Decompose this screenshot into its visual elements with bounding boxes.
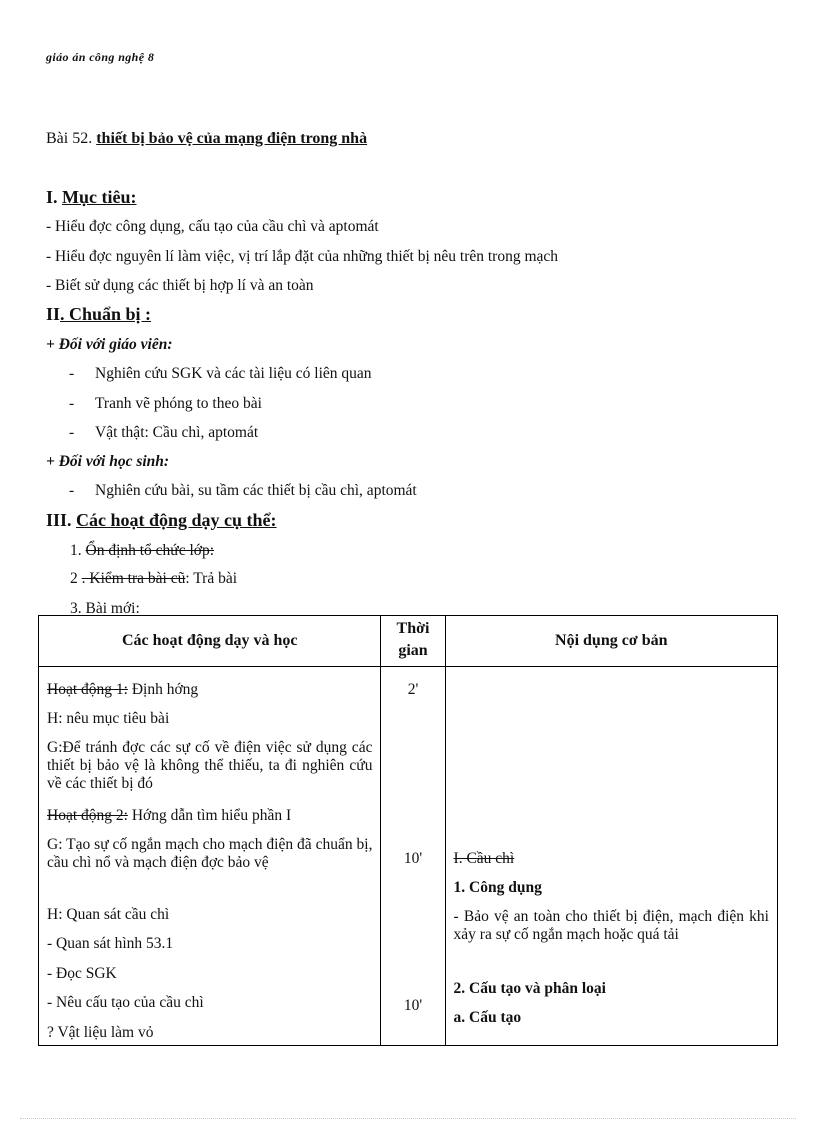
content-subheading: a. Cấu tạo	[453, 1009, 522, 1026]
header-content: Nội dụng cơ bản	[445, 616, 777, 667]
section-2-numeral: II	[46, 304, 61, 324]
activity-line: G: Tạo sự cố ngắn mạch cho mạch điện đã chuẩn bị, cầu chì nổ và mạch điện đợc bảo vệ	[47, 836, 373, 871]
page-header: giáo án công nghệ 8	[46, 50, 155, 64]
section-3-title: Các hoạt động dạy cụ thể:	[76, 510, 277, 530]
section-3-numeral: III.	[46, 510, 77, 530]
header-activities: Các hoạt động dạy và học	[39, 616, 381, 667]
activity-line: H: Quan sát cầu chì	[47, 906, 170, 923]
time-value: 2'	[407, 681, 419, 698]
table-row	[39, 667, 778, 1046]
activity-line: - Đọc SGK	[47, 965, 117, 982]
content-text: - Bảo vệ an toàn cho thiết bị điện, mạch điện khi xảy ra sự cố ngắn mạch hoặc quá tải	[453, 908, 769, 943]
activity-1: Hoạt động 1: Định hớng	[47, 681, 199, 698]
step-3: 3. Bài mới:	[70, 600, 140, 617]
lesson-name: thiết bị bảo vệ của mạng điện trong nhà	[96, 130, 368, 147]
objective-item: - Hiểu đợc nguyên lí làm việc, vị trí lắp đặt của những thiết bị nêu trên trong mạch	[46, 248, 559, 265]
objective-item: - Biết sử dụng các thiết bị hợp lí và an toàn	[46, 277, 314, 294]
student-item: - Nghiên cứu bài, su tầm các thiết bị cầu chì, aptomát	[69, 482, 417, 499]
content-heading: I. Cầu chì	[453, 850, 515, 867]
time-cell	[381, 667, 445, 1046]
activity-line: H: nêu mục tiêu bài	[47, 710, 170, 727]
section-1-title: Mục tiêu:	[62, 187, 137, 207]
teacher-label: + Đối với giáo viên:	[46, 336, 173, 353]
activity-line: G:Để tránh đợc các sự cố về điện việc sử dụng các thiết bị bảo vệ là không thể thiếu, ta đi nghiên cứu về các thiết bị đó	[47, 739, 373, 792]
section-2-heading	[46, 304, 151, 325]
activity-line: ? Vật liệu làm vỏ	[47, 1024, 154, 1041]
activity-2: Hoạt động 2: Hớng dẫn tìm hiểu phần I	[47, 807, 292, 824]
lesson-prefix: Bài 52.	[46, 130, 97, 147]
time-value: 10'	[403, 997, 423, 1014]
header-time: Thời gian	[381, 616, 445, 667]
teacher-item: - Nghiên cứu SGK và các tài liệu có liên quan	[69, 365, 372, 382]
section-1-numeral: I.	[46, 187, 63, 207]
step-2: 2 . Kiểm tra bài cũ: Trả bài	[70, 570, 238, 587]
lesson-title	[46, 130, 367, 148]
activity-line: - Nêu cấu tạo của cầu chì	[47, 994, 204, 1011]
section-1-heading	[46, 187, 137, 208]
content-subheading: 1. Công dụng	[453, 879, 542, 896]
page-bottom-divider	[20, 1118, 796, 1119]
teacher-item: - Vật thật: Cầu chì, aptomát	[69, 424, 259, 441]
objective-item: - Hiểu đợc công dụng, cấu tạo của cầu chì và aptomát	[46, 218, 379, 235]
teacher-item: - Tranh vẽ phóng to theo bài	[69, 395, 262, 412]
lesson-table	[38, 615, 778, 1046]
student-label: + Đối với học sinh:	[46, 453, 170, 470]
table-header-row	[39, 616, 778, 667]
content-subheading: 2. Cấu tạo và phân loại	[453, 980, 606, 997]
activities-cell	[39, 667, 381, 1046]
section-2-title: . Chuẩn bị :	[60, 304, 152, 324]
time-value: 10'	[403, 850, 423, 867]
section-3-heading	[46, 510, 277, 531]
activity-line: - Quan sát hình 53.1	[47, 935, 174, 952]
step-1: 1. Ổn định tổ chức lớp:	[70, 542, 215, 559]
content-cell	[445, 667, 777, 1046]
